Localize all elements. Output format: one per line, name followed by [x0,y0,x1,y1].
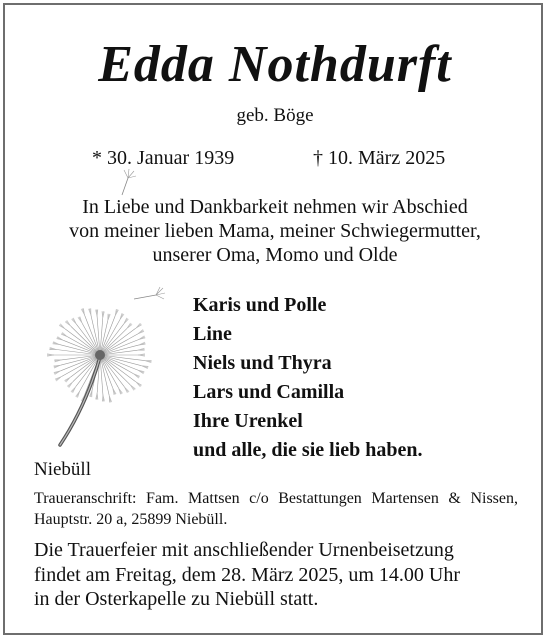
farewell-text [0,195,550,267]
mourner: Ihre Urenkel [193,410,303,432]
death-date: † 10. März 2025 [313,147,446,169]
mourner: Karis und Polle [193,294,327,316]
dandelion-icon [30,285,190,450]
farewell-line: unserer Oma, Momo und Olde [152,244,398,266]
mourner: Niels und Thyra [193,352,332,374]
mourner: und alle, die sie lieb haben. [193,439,423,461]
mourning-address: Traueranschrift: Fam. Mattsen c/o Bestattungen Martensen & Nissen, Hauptstr. 20 a, 25899 Niebüll. [34,490,518,528]
farewell-line: von meiner lieben Mama, meiner Schwiegermutter, [69,220,481,242]
birth-name: geb. Böge [236,105,314,126]
mourners-list [193,291,423,465]
birth-date: * 30. Januar 1939 [92,147,235,169]
deceased-name: Edda Nothdurft [98,36,452,93]
farewell-line: In Liebe und Dankbarkeit nehmen wir Abschied [82,196,468,218]
funeral-service-info [34,538,518,612]
service-line: in der Osterkapelle zu Niebüll statt. [34,588,319,610]
mourner: Lars und Camilla [193,381,345,403]
dandelion-seed-icon [110,160,150,200]
place-name: Niebüll [34,459,91,480]
service-line: Die Trauerfeier mit anschließender Urnenbeisetzung [34,539,454,561]
service-line: findet am Freitag, dem 28. März 2025, um 14.00 Uhr [34,563,461,586]
mourner: Line [193,323,232,345]
